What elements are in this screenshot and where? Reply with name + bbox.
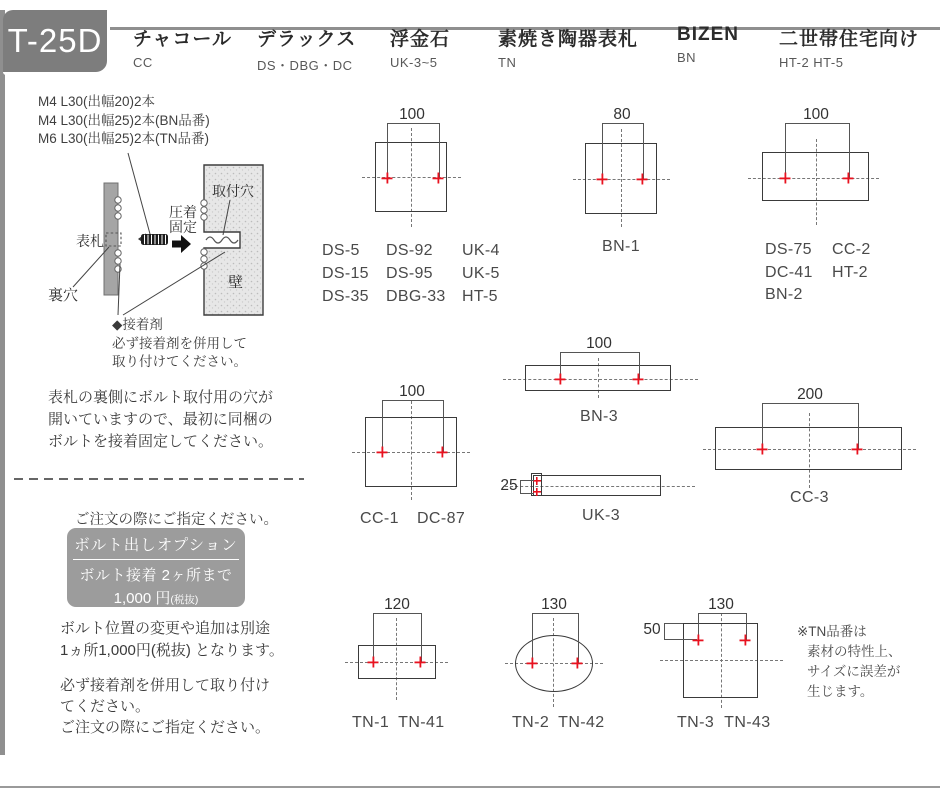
nameplate-label: 表札 [76,233,104,249]
product-column-charcoal [133,24,232,70]
note-line: ご注文の際にご指定ください。 [60,719,271,736]
model-code-row [677,714,771,732]
model-code [832,284,871,307]
product-code: BN [677,50,697,65]
dimension-value: 25 [500,477,518,494]
product-title: チャコール [133,29,233,50]
bolt-position-marker [572,658,583,669]
mount-hole-label: 取付穴 [212,183,254,199]
option-price-line [67,587,245,608]
crimp-fix-label-line2: 固定 [169,219,197,235]
dimension-value: 200 [797,386,823,403]
bolt-position-marker [433,173,444,184]
dimension-value: 50 [643,621,661,638]
final-instructions [60,675,270,738]
model-code: TN-42 [558,714,605,731]
plate-outline-uk3 [533,475,661,496]
note-line: 生じます。 [807,684,874,699]
dimension-bracket [532,613,579,664]
bolt-spec-line: M4 L30(出幅25)2本(BN品番) [38,112,210,128]
model-code: HT-5 [462,288,498,305]
bolt-position-marker [533,488,541,496]
dimension-bracket-side [520,480,534,494]
bolt-icon [141,234,168,245]
bolt-position-marker [527,658,538,669]
model-code: TN-3 [677,714,715,731]
product-title: 二世帯住宅向け [779,29,920,50]
product-code: HT-2 HT-5 [779,55,844,70]
product-code: UK-3~5 [390,55,438,70]
option-tax-note: (税抜) [170,594,199,606]
model-code: UK-4 [462,242,500,259]
model-code-row [352,714,445,732]
model-code: TN-43 [724,714,771,731]
bolt-position-marker [597,174,608,185]
dimension-bracket [387,123,440,178]
bolt-option-box [67,528,245,607]
model-code: UK-5 [462,265,500,282]
option-title: ボルト出しオプション [74,537,238,554]
bolt-position-marker [555,374,566,385]
note-line: てください。 [60,698,151,715]
adhesive-note-line: 必ず接着剤を併用して [112,335,247,351]
bolt-position-marker [693,635,704,646]
dimension-bracket [785,123,850,179]
installation-diagram [40,148,285,330]
dimension-bracket [560,352,640,380]
dimension-bracket [602,123,644,180]
dimension-bracket [762,403,859,450]
model-code-list-ds [322,239,500,308]
paragraph-line: 表札の裏側にボルト取付用の穴が [48,389,274,406]
bolt-position-marker [843,173,854,184]
note-line: ※TN品番は [797,624,867,639]
model-number-badge [3,10,110,75]
dimension-bracket [382,400,444,453]
note-line: サイズに誤差が [807,664,901,679]
dimension-value: 100 [586,335,612,352]
model-code: HT-2 [832,263,868,281]
dimension-value: 100 [399,106,425,123]
dimension-value: 120 [384,596,410,613]
bolt-position-marker [637,174,648,185]
back-hole-label: 裏穴 [48,287,79,304]
bottom-border-line [0,786,940,788]
product-title: BIZEN [677,24,739,45]
model-code: CC-1 [360,510,399,527]
model-code: TN-41 [398,714,445,731]
mount-hole-adhesive-squiggle [206,237,238,243]
crimp-fix-label-line1: 圧着 [169,204,197,220]
option-divider [73,559,239,560]
bolt-install-paragraph [48,387,273,453]
bolt-position-marker [377,447,388,458]
paragraph-line: ボルトを接着固定してください。 [48,433,274,450]
model-code: DS-5 [322,242,360,259]
bolt-position-marker [852,444,863,455]
option-price: 1,000 円 [113,590,171,607]
bolt-position-marker [382,173,393,184]
model-code-row [512,714,605,732]
product-code: DS・DBG・DC [257,58,353,73]
model-code: TN-2 [512,714,550,731]
model-code: DS-35 [322,288,369,305]
bolt-position-marker [533,477,541,485]
model-code: TN-1 [352,714,390,731]
dimension-value: 130 [708,596,734,613]
adhesive-note [112,316,247,372]
model-code: BN-3 [580,408,619,425]
model-code: DS-75 [765,241,812,258]
model-code-list-ds75 [765,239,871,307]
dimension-extension-line [664,623,683,624]
note-line: 素材の特性上、 [807,644,902,659]
model-code-row [360,510,465,528]
product-code: CC [133,55,153,70]
right-arrow-icon [172,235,191,253]
bolt-spec-notes [38,93,210,149]
bolt-position-marker [757,444,768,455]
adhesive-note-title: ◆接着剤 [112,317,163,332]
dimension-value: 130 [541,596,567,613]
model-code: DS-92 [386,242,433,259]
note-line: 必ず接着剤を併用して取り付け [60,677,271,694]
product-title: デラックス [257,29,357,50]
model-code: BN-2 [765,286,803,303]
adhesive-note-line: 取り付けてください。 [112,354,247,369]
wall-label: 壁 [228,274,244,291]
bolt-position-marker [780,173,791,184]
product-column-ceramic [498,24,638,70]
product-column-two-family [779,24,919,70]
product-title: 素焼き陶器表札 [498,29,639,50]
price-change-note [60,618,284,662]
model-code: CC-3 [790,489,829,506]
product-column-bizen [677,24,739,65]
dimension-value: 80 [613,106,631,123]
bolt-spec-line: M6 L30(出幅25)2本(TN品番) [38,131,210,146]
bolt-position-marker [633,374,644,385]
dashed-separator [14,478,304,480]
note-line: 1ヵ所1,000円(税抜) となります。 [60,642,284,659]
model-code: DBG-33 [386,288,446,305]
bolt-spec-line: M4 L30(出幅20)2本 [38,94,156,109]
model-code: DC-41 [765,263,813,281]
wall-adhesive-scallops [201,200,207,269]
model-code: DC-87 [416,510,466,527]
bolt-note-leader-line [128,153,150,234]
bolt-position-marker [740,635,751,646]
product-column-ukigane [390,24,450,70]
paragraph-line: 開いていますので、最初に同梱の [48,411,273,428]
model-code: DS-95 [386,265,433,282]
product-title: 浮金石 [390,29,451,50]
order-instruction: ご注文の際にご指定ください。 [75,512,278,528]
dimension-value: 100 [803,106,829,123]
product-code: TN [498,55,517,70]
tn-tolerance-note [797,622,902,702]
model-code: BN-1 [602,238,641,255]
bolt-position-marker [415,657,426,668]
model-code: DS-15 [322,265,369,282]
dimension-bracket [373,613,422,663]
option-detail: ボルト接着 2ヶ所まで [79,567,233,584]
model-code: CC-2 [832,241,871,258]
model-code: UK-3 [582,507,621,524]
product-column-deluxe [257,24,356,74]
note-line: ボルト位置の変更や追加は別途 [60,620,271,637]
dimension-value: 100 [399,383,425,400]
dimension-extension-line [664,623,665,639]
bolt-position-marker [437,447,448,458]
left-border-bar [0,10,5,755]
bolt-position-marker [368,657,379,668]
model-number: T-25D [7,22,103,59]
